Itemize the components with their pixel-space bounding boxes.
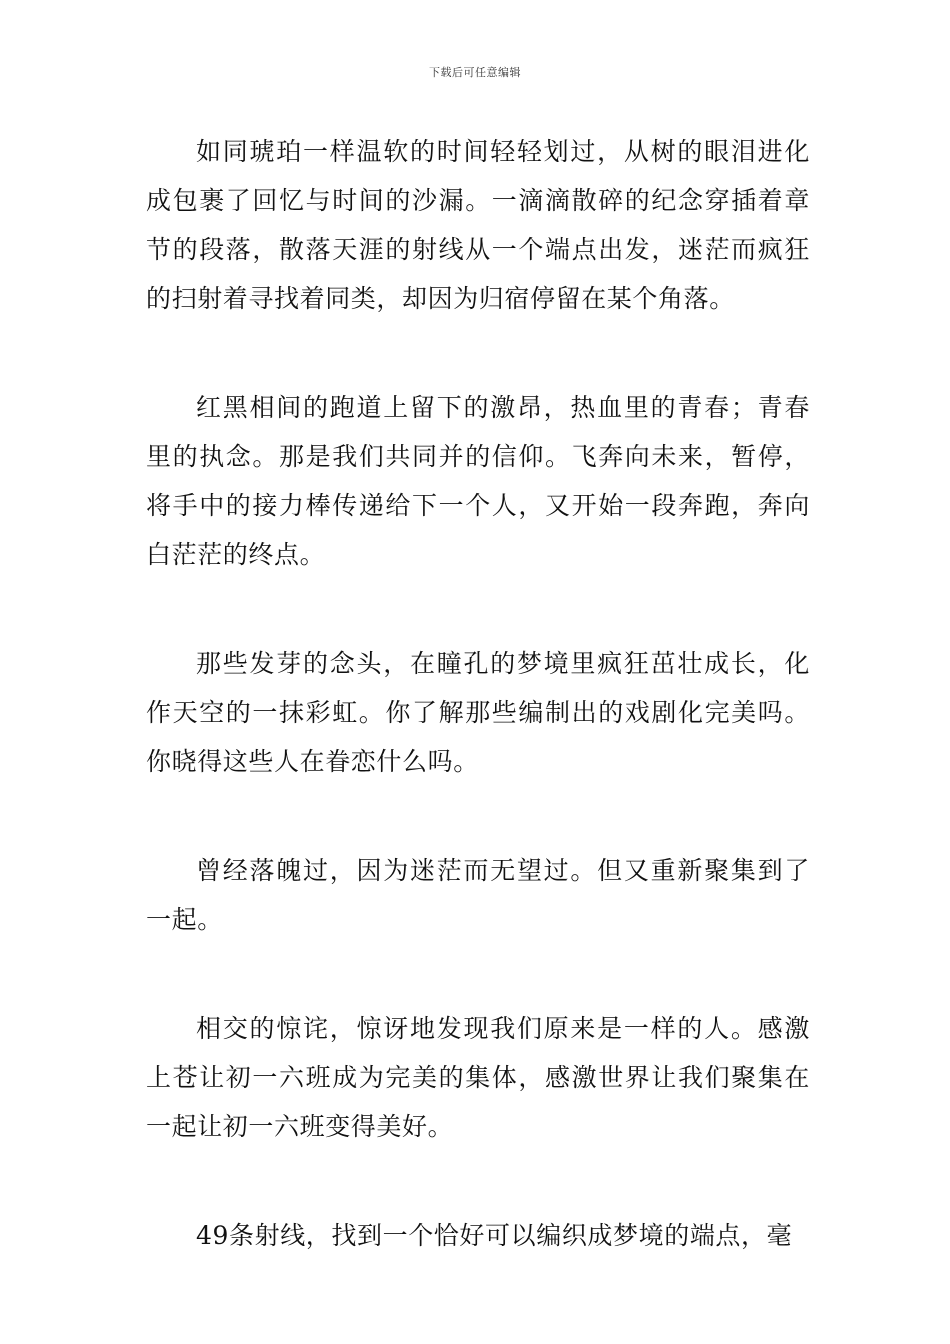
- paragraph-4: 曾经落魄过，因为迷茫而无望过。但又重新聚集到了一起。: [146, 856, 810, 934]
- paragraph-6: 49条射线，找到一个恰好可以编织成梦境的端点，毫: [196, 1221, 793, 1250]
- paragraph-3: 那些发芽的念头，在瞳孔的梦境里疯狂茁壮成长，化作天空的一抹彩虹。你了解那些编制出的戏剧化完美吗。你晓得这些人在眷恋什么吗。: [146, 649, 810, 776]
- paragraph-2: 红黑相间的跑道上留下的激昂，热血里的青春；青春里的执念。那是我们共同并的信仰。飞奔向未来，暂停，将手中的接力棒传递给下一个人，又开始一段奔跑，奔向白茫茫的终点。: [146, 393, 810, 569]
- header-note: 下载后可任意编辑: [429, 66, 521, 79]
- paragraph-1: 如同琥珀一样温软的时间轻轻划过，从树的眼泪进化成包裹了回忆与时间的沙漏。一滴滴散碎的纪念穿插着章节的段落，散落天涯的射线从一个端点出发，迷茫而疯狂的扫射着寻找着同类，却因为归宿停留在某个角落。: [146, 137, 810, 313]
- document-body: [146, 127, 810, 1320]
- paragraph-5: 相交的惊诧，惊讶地发现我们原来是一样的人。感激上苍让初一六班成为完美的集体，感激世界让我们聚集在一起让初一六班变得美好。: [146, 1014, 810, 1141]
